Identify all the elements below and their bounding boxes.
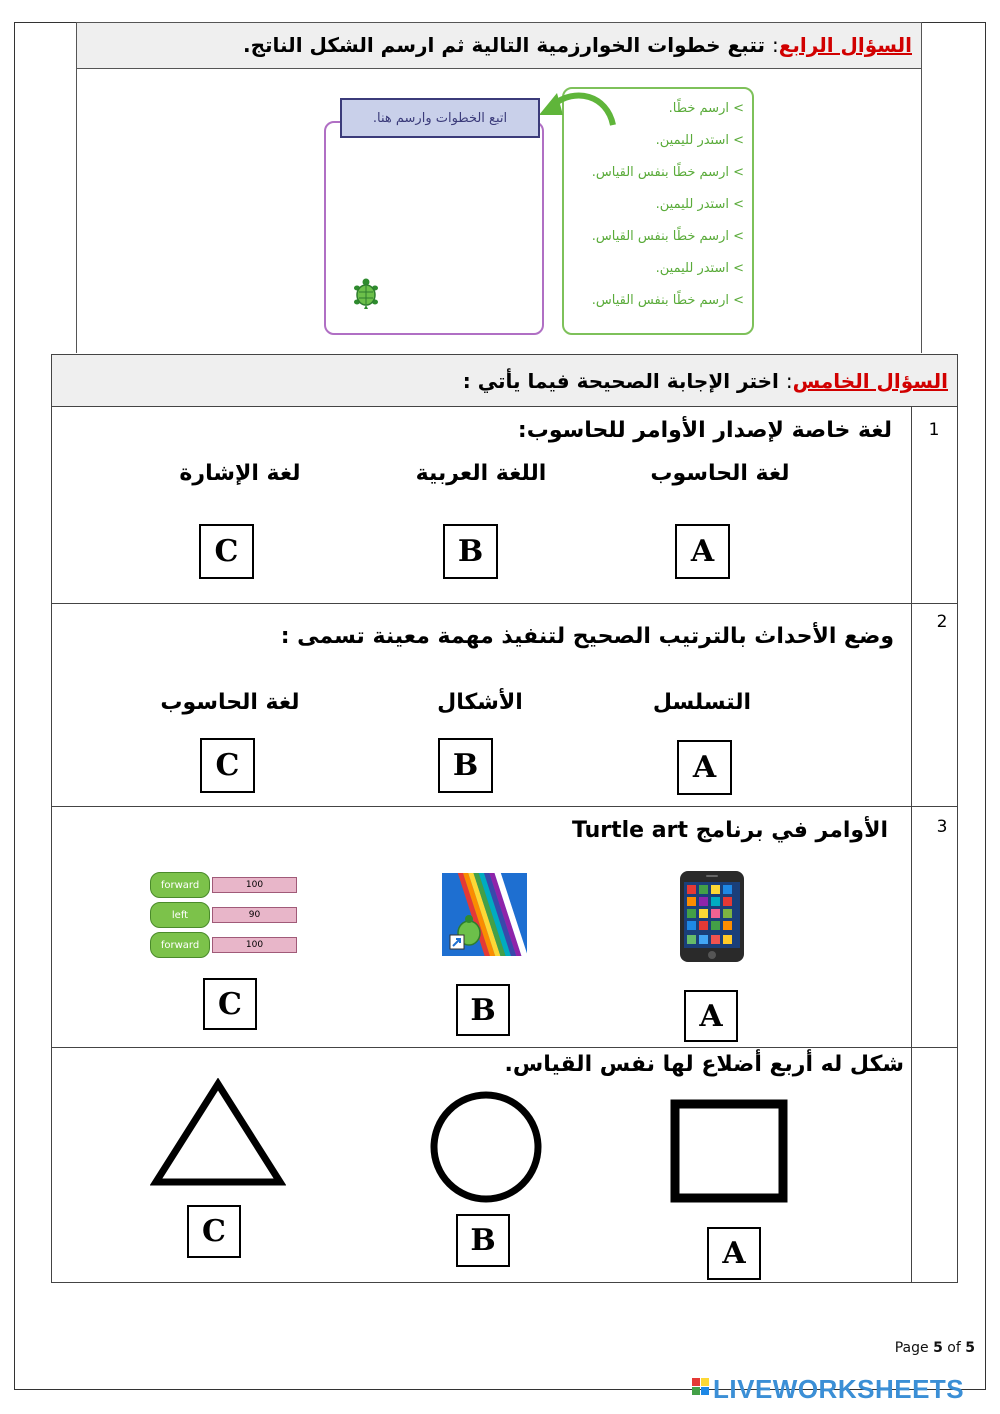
q1-option-a-text: لغة الحاسوب xyxy=(650,461,790,486)
question-number-1: 1 xyxy=(928,420,940,440)
question-4-text: شكل له أربع أضلاع لها نفس القياس. xyxy=(504,1052,904,1077)
q1-choice-c[interactable]: C xyxy=(199,524,254,579)
turtle-blocks-image xyxy=(150,868,300,964)
q3-choice-b[interactable]: B xyxy=(456,984,510,1036)
q1-option-c-text: لغة الإشارة xyxy=(179,461,301,486)
q4-choice-b[interactable]: B xyxy=(456,1214,510,1267)
curved-arrow-icon xyxy=(535,85,620,135)
step-1: > ارسم خطًا. xyxy=(668,101,744,116)
q5-text: اختر الإجابة الصحيحة فيما يأتي : xyxy=(462,369,779,393)
step-4: > استدر لليمين. xyxy=(655,197,744,212)
q4-text: تتبع خطوات الخوارزمية التالية ثم ارسم الشكل الناتج. xyxy=(242,33,766,57)
square-shape xyxy=(670,1099,788,1203)
circle-shape xyxy=(428,1090,544,1204)
q4-label: السؤال الرابع xyxy=(778,33,912,57)
brand-name[interactable]: LIVEWORKSHEETS xyxy=(713,1374,965,1404)
triangle-shape xyxy=(150,1078,286,1188)
question-3-text: الأوامر في برنامج Turtle art xyxy=(572,818,888,843)
q2-option-a-text: التسلسل xyxy=(652,690,752,715)
question-number-2: 2 xyxy=(936,612,948,632)
block-value-3: 100 xyxy=(212,937,297,953)
page-number: Page 5 of 5 xyxy=(894,1340,975,1356)
q1-choice-b[interactable]: B xyxy=(443,524,498,579)
q4-title: السؤال الرابع: تتبع خطوات الخوارزمية التالية ثم ارسم الشكل الناتج. xyxy=(242,33,912,57)
turtle-art-app-icon xyxy=(442,873,527,956)
q2-choice-a[interactable]: A xyxy=(677,740,732,795)
step-7: > ارسم خطًا بنفس القياس. xyxy=(591,293,744,308)
block-forward-1: forward xyxy=(150,872,210,898)
q5-label: السؤال الخامس xyxy=(792,369,948,393)
q2-choice-b[interactable]: B xyxy=(438,738,493,793)
row-divider-2 xyxy=(51,806,958,807)
turtle-icon xyxy=(352,278,380,310)
step-6: > استدر لليمين. xyxy=(655,261,744,276)
step-5: > ارسم خطًا بنفس القياس. xyxy=(591,229,744,244)
row-divider-1 xyxy=(51,603,958,604)
number-column-divider xyxy=(911,406,912,1283)
block-value-1: 100 xyxy=(212,877,297,893)
q4-choice-c[interactable]: C xyxy=(187,1205,241,1258)
block-left: left xyxy=(150,902,210,928)
question-2-text: وضع الأحداث بالترتيب الصحيح لتنفيذ مهمة معينة تسمى : xyxy=(280,624,894,649)
q3-choice-c[interactable]: C xyxy=(203,978,257,1030)
block-forward-2: forward xyxy=(150,932,210,958)
q2-option-c-text: لغة الحاسوب xyxy=(160,690,300,715)
q2-choice-c[interactable]: C xyxy=(200,738,255,793)
row-divider-3 xyxy=(51,1047,958,1048)
smartphone-image xyxy=(679,870,745,963)
q4-choice-a[interactable]: A xyxy=(707,1227,761,1280)
question-1-text: لغة خاصة لإصدار الأوامر للحاسوب: xyxy=(517,418,892,443)
block-value-2: 90 xyxy=(212,907,297,923)
question-number-3: 3 xyxy=(936,817,948,837)
q1-option-b-text: اللغة العربية xyxy=(415,461,547,486)
q5-title: السؤال الخامس: اختر الإجابة الصحيحة فيما يأتي : xyxy=(462,369,948,393)
q2-option-b-text: الأشكال xyxy=(437,690,523,715)
liveworksheets-logo-icon xyxy=(692,1378,710,1396)
q1-choice-a[interactable]: A xyxy=(675,524,730,579)
q3-choice-a[interactable]: A xyxy=(684,990,738,1042)
step-2: > استدر لليمين. xyxy=(655,133,744,148)
step-3: > ارسم خطًا بنفس القياس. xyxy=(591,165,744,180)
follow-steps-label: اتبع الخطوات وارسم هنا. xyxy=(340,98,540,138)
